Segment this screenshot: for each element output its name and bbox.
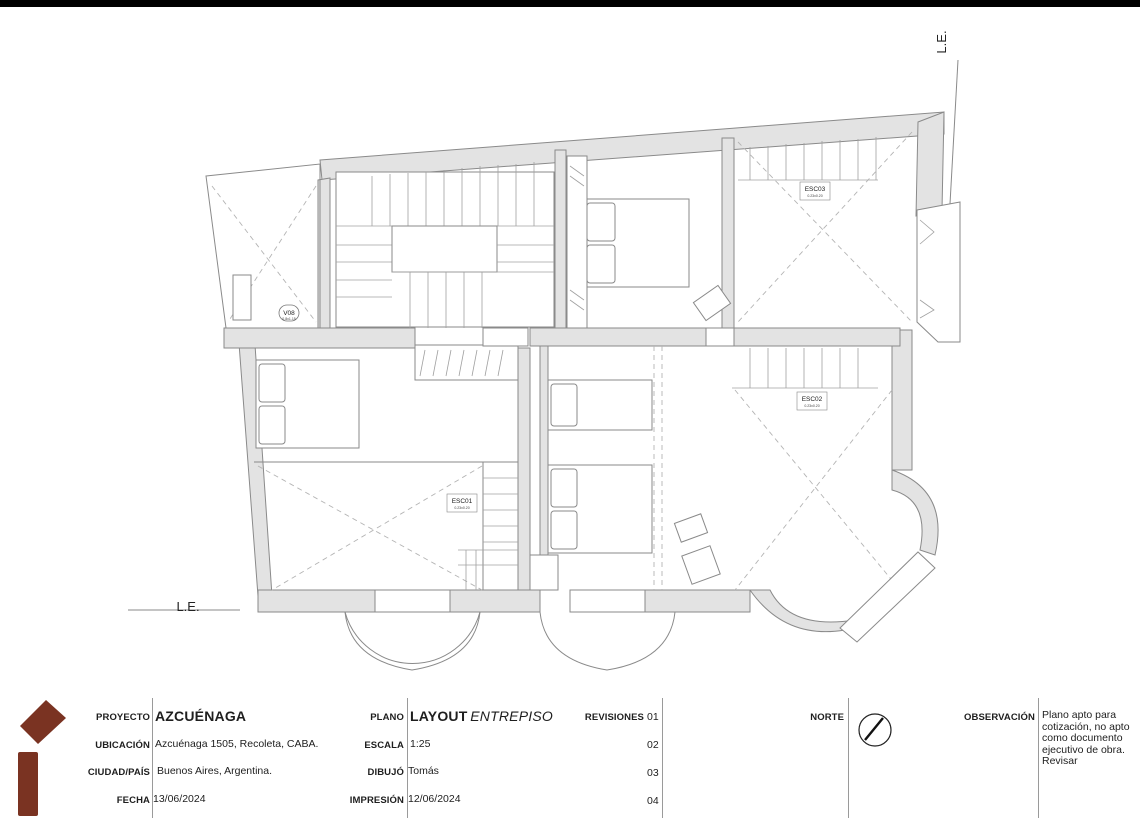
ubicacion-label: UBICACIÓN xyxy=(95,740,150,751)
tag-esc02-code: ESC02 xyxy=(801,396,823,403)
wall-bay xyxy=(750,590,855,632)
fecha-label: FECHA xyxy=(116,795,150,806)
revisiones-label: REVISIONES xyxy=(584,712,644,723)
north-arrow-icon xyxy=(856,712,896,748)
wall-bay-right xyxy=(892,470,938,555)
tag-v08-size: 0.8x1.15 xyxy=(282,317,296,321)
brand-logo xyxy=(18,698,70,820)
floor-plan xyxy=(0,7,1140,697)
divider-5 xyxy=(1038,698,1039,818)
le-label-top: L.E. xyxy=(934,30,949,54)
tag-esc02-size: 0.23x0.20 xyxy=(804,404,820,408)
wardrobe-small xyxy=(233,275,251,320)
le-label-bottom: L.E. xyxy=(176,599,200,614)
chair-mid-2 xyxy=(682,546,720,584)
wardrobe-lower-left xyxy=(415,345,518,380)
revision-04: 04 xyxy=(647,795,659,807)
divider-4 xyxy=(848,698,849,818)
tag-esc01-code: ESC01 xyxy=(451,498,473,505)
dibujo-value: Tomás xyxy=(408,765,439,777)
plano-label: PLANO xyxy=(370,712,404,723)
bay-window xyxy=(840,552,935,642)
plano-value-sub: ENTREPISO xyxy=(470,708,553,724)
proyecto-value: AZCUÉNAGA xyxy=(155,708,247,724)
divider-2 xyxy=(407,698,408,818)
observacion-text: Plano apto para cotización, no apto como documento ejecutivo de obra. Revisar xyxy=(1042,709,1130,767)
observacion-label: OBSERVACIÓN xyxy=(964,712,1035,723)
plano-value xyxy=(410,708,553,724)
impresion-label: IMPRESIÓN xyxy=(349,795,404,806)
tag-esc01-size: 0.23x0.20 xyxy=(454,506,470,510)
wall-middle-h xyxy=(224,328,415,348)
tag-esc03-code: ESC03 xyxy=(804,186,826,193)
divider-1 xyxy=(152,698,153,818)
wall-bottom-left xyxy=(258,590,375,612)
wall-int-4 xyxy=(540,346,548,590)
stair-main xyxy=(336,162,554,328)
tag-v08-code: V08 xyxy=(283,310,295,317)
impresion-value: 12/06/2024 xyxy=(408,793,461,805)
proyecto-label: PROYECTO xyxy=(96,712,150,723)
divider-3 xyxy=(662,698,663,818)
wall-top xyxy=(320,112,944,180)
stair-tag-esc02 xyxy=(797,392,827,410)
wall-bottom-right xyxy=(645,590,750,612)
wall-int-3 xyxy=(518,348,530,590)
stair-esc02 xyxy=(732,348,878,388)
fecha-value: 13/06/2024 xyxy=(153,793,206,805)
column xyxy=(706,328,734,346)
window-tag-v08 xyxy=(279,305,299,321)
wall-bottom-mid xyxy=(450,590,540,612)
wall-right-upper xyxy=(916,112,944,216)
tag-esc03-size: 0.23x0.20 xyxy=(807,194,823,198)
wardrobe-top-mid xyxy=(567,156,587,328)
stair-tag-esc03 xyxy=(800,182,830,200)
plano-value-main: LAYOUT xyxy=(410,708,468,724)
chair-mid xyxy=(674,514,707,542)
ubicacion-value: Azcuénaga 1505, Recoleta, CABA. xyxy=(155,738,319,750)
revision-01: 01 xyxy=(647,711,659,723)
norte-label: NORTE xyxy=(810,712,844,723)
wall-int-2 xyxy=(555,150,566,328)
top-border xyxy=(0,0,1140,7)
escala-label: ESCALA xyxy=(364,740,404,751)
stair-esc01 xyxy=(458,462,518,590)
wall-right-lower xyxy=(892,330,912,470)
ciudad-value: Buenos Aires, Argentina. xyxy=(157,765,272,777)
escala-value: 1:25 xyxy=(410,738,431,750)
door-panel xyxy=(483,328,528,346)
left-room-outline xyxy=(206,164,320,328)
revision-02: 02 xyxy=(647,739,659,751)
dibujo-label: DIBUJÓ xyxy=(367,767,404,778)
nightstand xyxy=(530,555,558,590)
revision-03: 03 xyxy=(647,767,659,779)
stair-tag-esc01 xyxy=(447,494,477,512)
ciudad-label: CIUDAD/PAÍS xyxy=(87,767,150,778)
